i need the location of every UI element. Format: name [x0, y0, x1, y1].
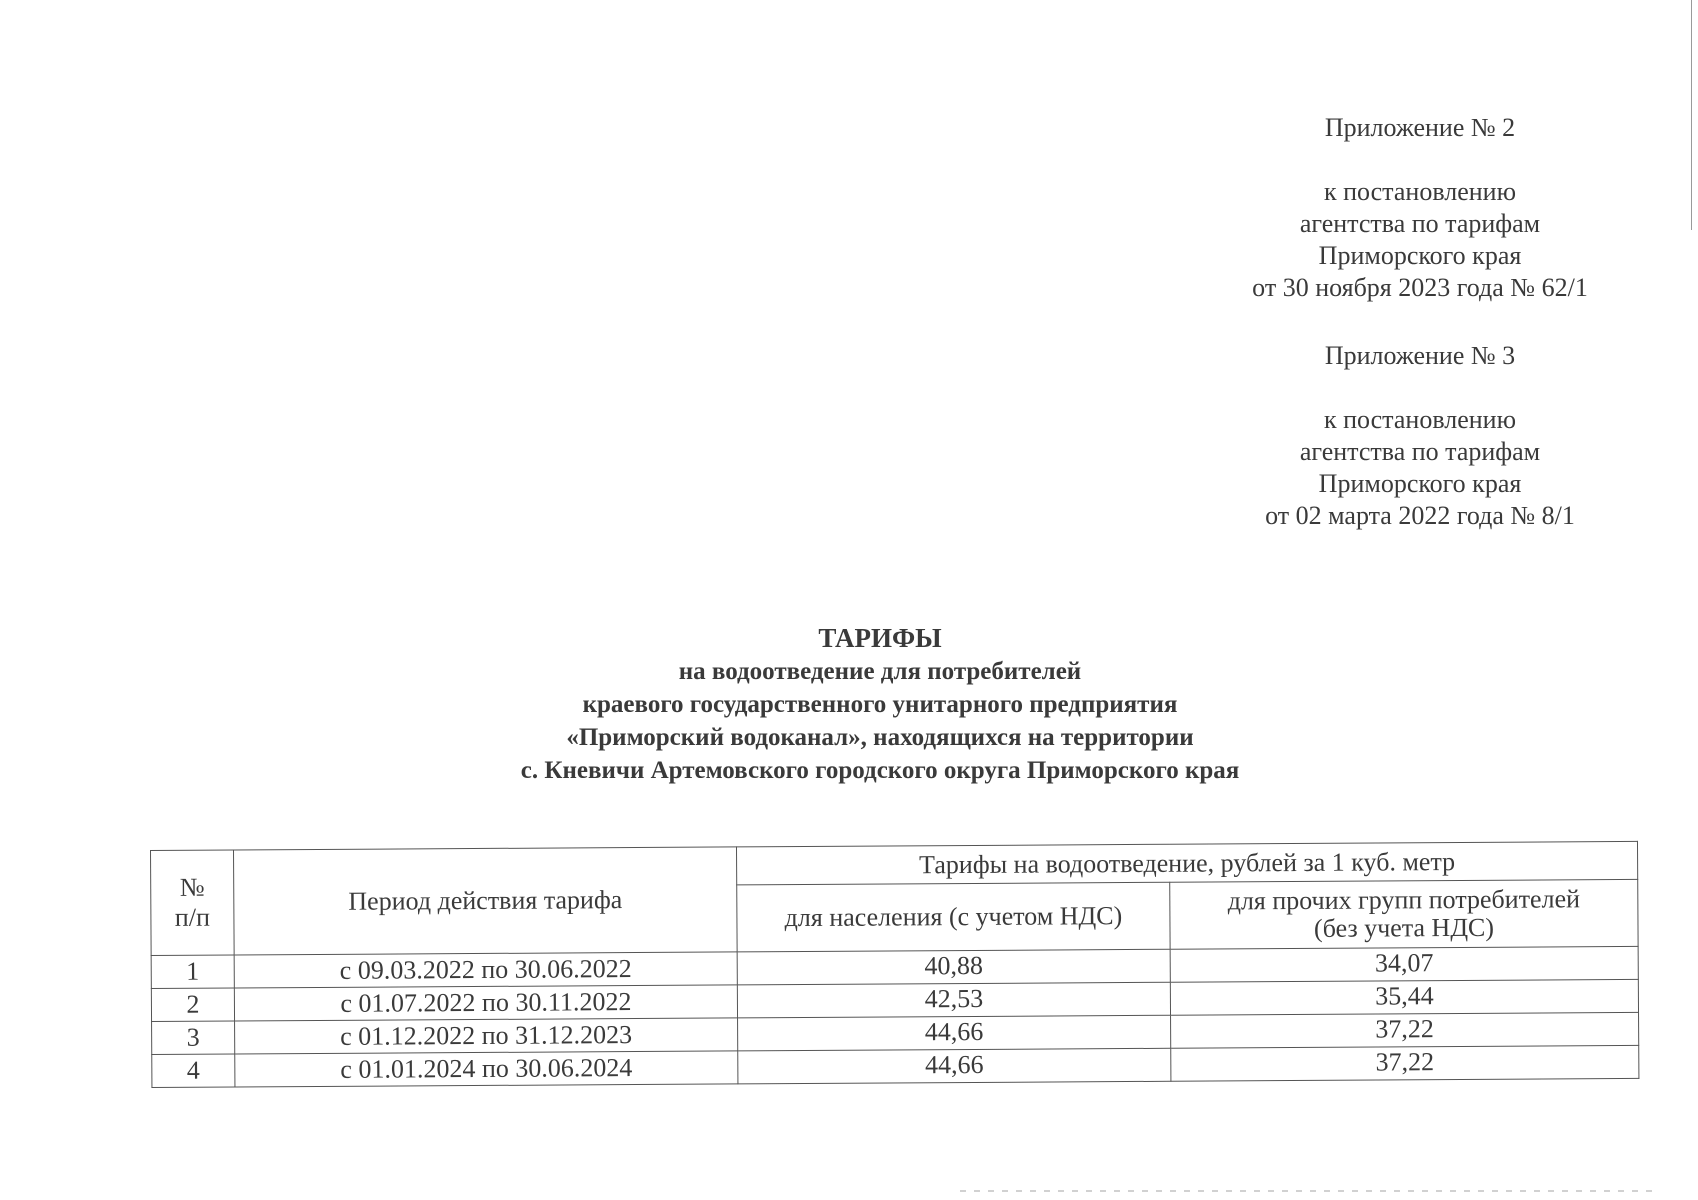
appendix-original-line-3: Приморского края [1318, 469, 1522, 498]
header-number [151, 850, 235, 956]
header-other-consumers [1170, 879, 1638, 949]
header-other-line-2: (без учета НДС) [1313, 912, 1495, 943]
appendix-original-line-4: от 02 марта 2022 года № 8/1 [1265, 501, 1575, 530]
row-period: с 01.01.2024 по 30.06.2024 [235, 1051, 738, 1087]
row-number: 3 [152, 1021, 235, 1055]
header-other-line-1: для прочих групп потребителей [1227, 884, 1581, 916]
appendix-current-line-1: к постановлению [1323, 177, 1517, 206]
row-other-tariff: 37,22 [1171, 1012, 1639, 1048]
scan-edge-line [1691, 0, 1692, 230]
appendix-original-line-1: к постановлению [1323, 405, 1517, 434]
header-tariff-group: Тарифы на водоотведение, рублей за 1 куб. метр [736, 841, 1637, 885]
header-period: Период действия тарифа [234, 847, 738, 955]
header-population: для населения (с учетом НДС) [737, 882, 1170, 952]
tariff-table [150, 841, 1639, 1088]
appendix-original-line-2: агентства по тарифам [1299, 437, 1541, 466]
title-line-1: на водоотведение для потребителей [678, 658, 1082, 685]
appendix-current-line-2: агентства по тарифам [1299, 209, 1541, 238]
title-line-2: краевого государственного унитарного предприятия [582, 691, 1178, 718]
appendix-current-line-4: от 30 ноября 2023 года № 62/1 [1252, 273, 1588, 302]
row-other-tariff: 37,22 [1171, 1045, 1639, 1081]
scan-artifact-line [960, 1190, 1660, 1192]
title-line-4: с. Кневичи Артемовского городского округа Приморского края [520, 757, 1240, 784]
appendix-current-label: Приложение № 2 [1324, 113, 1516, 142]
header-number-abbr: п/п [174, 902, 211, 932]
row-period: с 01.07.2022 по 30.11.2022 [234, 985, 737, 1021]
appendix-original-label: Приложение № 3 [1324, 341, 1516, 370]
document-title: ТАРИФЫ [818, 623, 942, 653]
row-number: 1 [151, 955, 234, 989]
row-number: 2 [151, 988, 234, 1022]
row-population-tariff: 44,66 [738, 1048, 1171, 1084]
row-other-tariff: 34,07 [1170, 946, 1638, 982]
row-other-tariff: 35,44 [1170, 979, 1638, 1015]
document-title-block [280, 622, 1480, 787]
row-period: с 09.03.2022 по 30.06.2022 [234, 952, 737, 988]
appendix-current-line-3: Приморского края [1318, 241, 1522, 270]
row-population-tariff: 40,88 [737, 949, 1170, 985]
title-line-3: «Приморский водоканал», находящихся на территории [566, 724, 1194, 751]
row-period: с 01.12.2022 по 31.12.2023 [235, 1018, 738, 1054]
row-population-tariff: 42,53 [737, 982, 1170, 1018]
row-number: 4 [152, 1054, 235, 1088]
header-number-symbol: № [179, 872, 205, 902]
appendix-current-block [1160, 112, 1680, 304]
row-population-tariff: 44,66 [738, 1015, 1171, 1051]
appendix-original-block [1160, 340, 1680, 532]
